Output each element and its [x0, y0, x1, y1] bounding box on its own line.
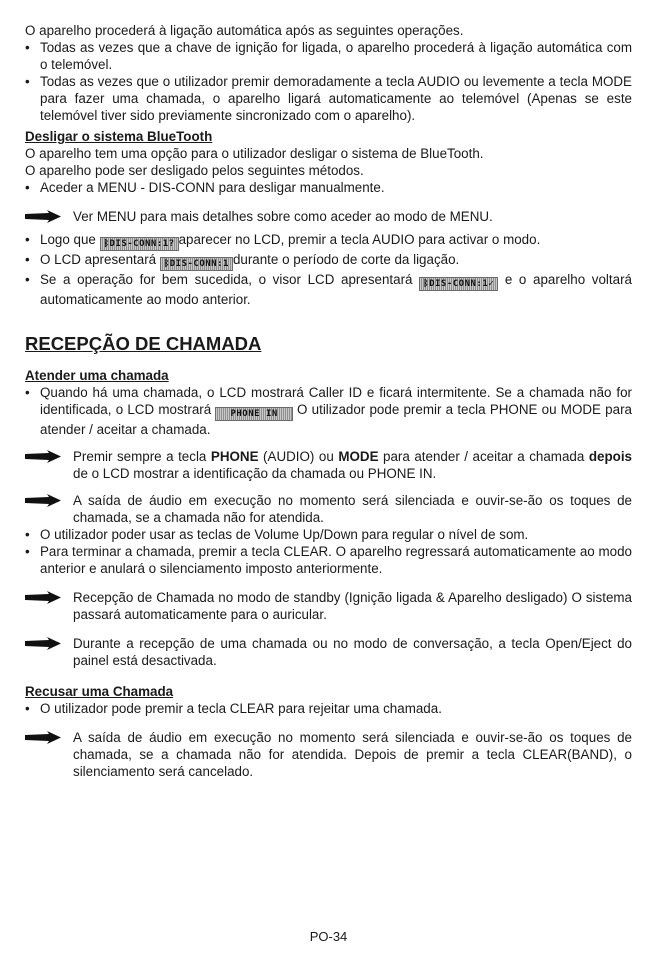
bluetooth-icon: ᛒ [163, 259, 170, 269]
note [25, 492, 632, 526]
lcd-display [419, 277, 498, 291]
body-text: O aparelho tem uma opção para o utilizador desligar o sistema de BlueTooth. [25, 146, 484, 161]
arrow-right-icon [25, 591, 61, 604]
intro-text: O aparelho procederá à ligação automática após as seguintes operações. [25, 23, 464, 38]
note-text: Durante a recepção de uma chamada ou no modo de conversação, a tecla Open/Eject do painel está desactivada. [73, 636, 632, 668]
note [25, 729, 632, 780]
list-item [25, 231, 632, 251]
text-span: O utilizador pode premir a tecla PHONE ou MODE para atender / aceitar a chamada. [40, 402, 632, 437]
text-span: Quando há uma chamada, o LCD mostrará Caller ID e ficará intermitente. Se a chamada não for identificada, o LCD mostrará [40, 385, 632, 417]
page-content [25, 22, 632, 780]
bluetooth-icon: ᛒ [423, 279, 430, 289]
body-text: O aparelho pode ser desligado pelos seguintes métodos. [25, 163, 364, 178]
note-text: A saída de áudio em execução no momento será silenciada e ouvir-se-ão os toques de chamada, se a chamada não for atendida. Depois de premir a tecla CLEAR(BAND), o silenciamento será cancelado. [73, 730, 632, 779]
note [25, 635, 632, 669]
note [25, 208, 632, 225]
page-number: PO-34 [309, 929, 348, 944]
emphasis: depois [588, 449, 632, 464]
section-heading-answer: Atender uma chamada [25, 368, 169, 383]
lcd-display [100, 237, 179, 251]
arrow-right-icon [25, 210, 61, 223]
text-span: Logo que [40, 232, 100, 247]
note [25, 448, 632, 482]
list-item [25, 251, 632, 271]
page-title: RECEPÇÃO DE CHAMADA [25, 333, 262, 354]
section-heading-reject: Recusar uma Chamada [25, 684, 174, 699]
key-phone: PHONE [210, 449, 259, 464]
text-span: Premir sempre a tecla [73, 449, 211, 464]
list-item: • O utilizador poder usar as teclas de Volume Up/Down para regular o nível de som. [25, 526, 632, 543]
lcd-text: PHONE IN [230, 409, 278, 419]
key-mode: MODE [338, 449, 379, 464]
list-item: • Todas as vezes que a chave de ignição for ligada, o aparelho procederá à ligação automática com o telemóvel. [25, 39, 632, 73]
text-span: (AUDIO) ou [258, 449, 339, 464]
text-span: durante o período de corte da ligação. [232, 252, 460, 267]
note [25, 589, 632, 623]
note-text: A saída de áudio em execução no momento será silenciada e ouvir-se-ão os toques de chamada, se a chamada não for atendida. [73, 493, 632, 525]
note-text: Recepção de Chamada no modo de standby (Ignição ligada & Aparelho desligado) O sistema passará automaticamente para o auricular. [73, 590, 632, 622]
list-item [25, 384, 632, 438]
list-item: • Para terminar a chamada, premir a tecla CLEAR. O aparelho regressará automaticamente ao modo anterior e anulará o silenciamento imposto anteriormente. [25, 543, 632, 577]
note-text: Ver MENU para mais detalhes sobre como aceder ao modo de MENU. [73, 209, 493, 224]
text-span: Se a operação for bem sucedida, o visor LCD apresentará [40, 272, 420, 287]
lcd-text: DIS-CONN:1✓ [429, 279, 495, 289]
bluetooth-icon: ᛒ [103, 239, 110, 249]
list-item [25, 271, 632, 308]
list-item: • Aceder a MENU - DIS-CONN para desligar manualmente. [25, 179, 632, 196]
text-span: O LCD apresentará [40, 252, 160, 267]
text-span: de o LCD mostrar a identificação da chamada ou PHONE IN. [73, 466, 437, 481]
arrow-right-icon [25, 450, 61, 463]
lcd-display [215, 407, 292, 421]
text-span: para atender / aceitar a chamada [378, 449, 589, 464]
list-item: • Todas as vezes que o utilizador premir demoradamente a tecla AUDIO ou levemente a tecla MODE para fazer uma chamada, o aparelho ligará automaticamente ao telemóvel (Apenas se este telemóvel tiver sido previamente sincronizado com o aparelho). [25, 73, 632, 124]
lcd-text: DIS-CONN:1 [169, 259, 229, 269]
list-item: • O utilizador pode premir a tecla CLEAR para rejeitar uma chamada. [25, 700, 632, 717]
text-span: e o aparelho voltará automaticamente ao modo anterior. [40, 272, 632, 307]
arrow-right-icon [25, 494, 61, 507]
lcd-text: DIS-CONN:1? [109, 239, 175, 249]
lcd-display [160, 257, 233, 271]
section-heading-disconnect: Desligar o sistema BlueTooth [25, 129, 213, 144]
arrow-right-icon [25, 731, 61, 744]
text-span: aparecer no LCD, premir a tecla AUDIO para activar o modo. [178, 232, 541, 247]
arrow-right-icon [25, 637, 61, 650]
